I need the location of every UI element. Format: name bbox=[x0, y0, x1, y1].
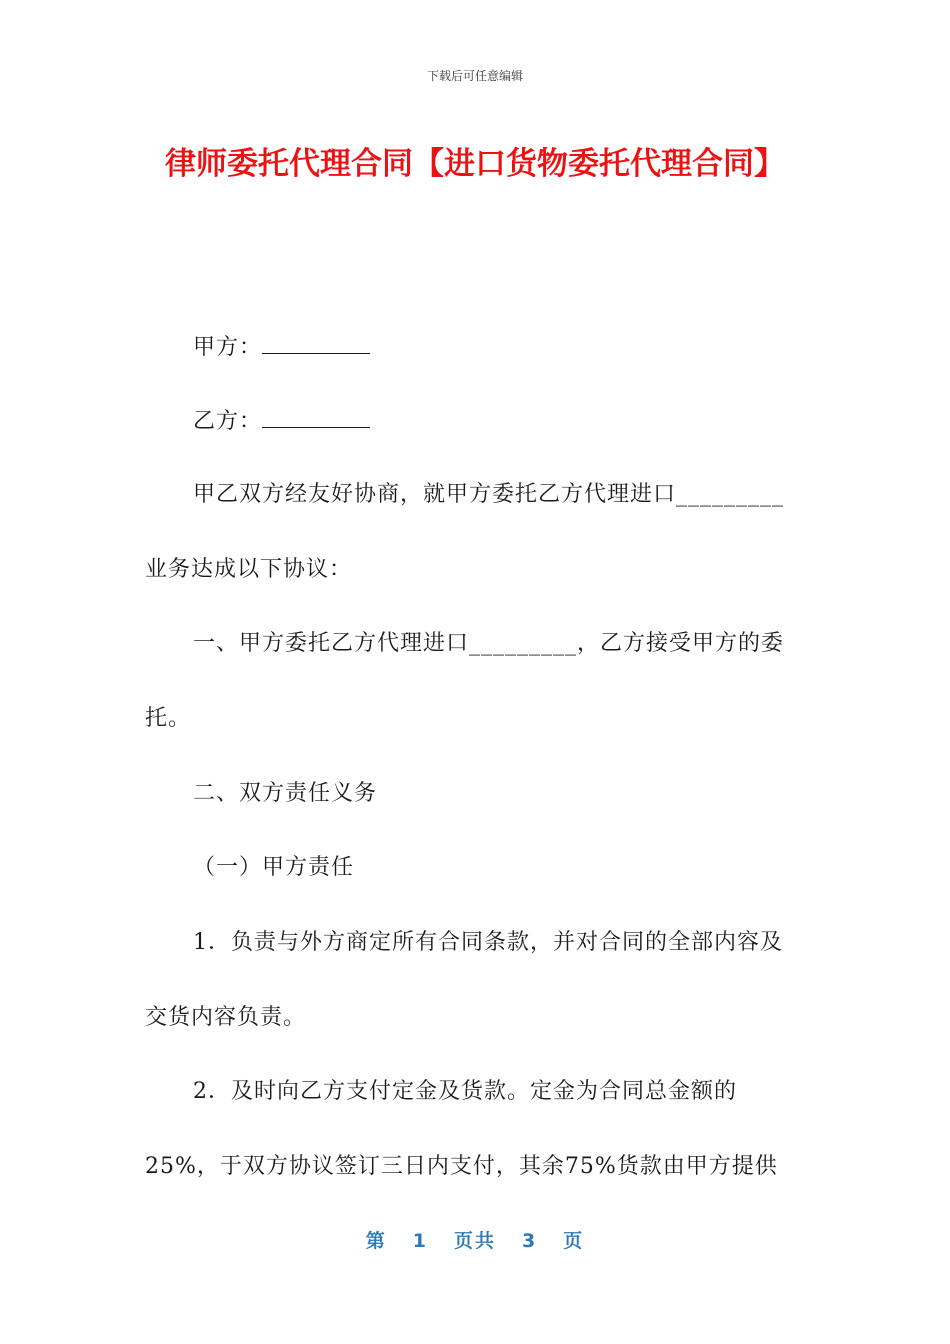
footer-current-page: 1 bbox=[412, 1230, 428, 1252]
party-b-blank[interactable] bbox=[262, 405, 370, 428]
clause1-line-2: 托。 bbox=[145, 706, 192, 731]
item2-line-2: 25%，于双方协议签订三日内支付，其余75%货款由甲方提供 bbox=[145, 1154, 778, 1179]
item1-line-1: 1．负责与外方商定所有合同条款，并对合同的全部内容及 bbox=[193, 930, 783, 955]
party-a-blank[interactable] bbox=[262, 331, 370, 354]
intro-blank[interactable]: _________ bbox=[676, 482, 785, 507]
item1-line-2: 交货内容负责。 bbox=[145, 1005, 307, 1030]
footer-word-di: 第 bbox=[365, 1230, 387, 1252]
document-title: 律师委托代理合同【进口货物委托代理合同】 bbox=[165, 146, 785, 182]
intro-line-1 bbox=[193, 480, 853, 510]
page-footer bbox=[0, 1226, 950, 1253]
footer-total-pages: 3 bbox=[522, 1230, 538, 1252]
clause1-line-1 bbox=[193, 629, 853, 659]
footer-word-ye-gong: 页共 bbox=[453, 1230, 496, 1252]
party-a-label: 甲方： bbox=[193, 335, 263, 360]
party-b-label: 乙方： bbox=[193, 409, 263, 434]
intro-text-1: 甲乙双方经友好协商，就甲方委托乙方代理进口 bbox=[193, 482, 677, 507]
clause2-heading: 二、双方责任义务 bbox=[193, 781, 378, 806]
sub1-heading: （一）甲方责任 bbox=[193, 855, 355, 880]
footer-word-ye: 页 bbox=[563, 1230, 585, 1252]
intro-line-2: 业务达成以下协议： bbox=[145, 557, 353, 582]
clause1-blank[interactable]: _________ bbox=[469, 631, 578, 656]
party-a-line bbox=[193, 331, 853, 363]
party-b-line bbox=[193, 405, 853, 437]
clause1-text-b: ，乙方接受甲方的委 bbox=[577, 631, 785, 656]
clause1-text-a: 一、甲方委托乙方代理进口 bbox=[193, 631, 470, 656]
header-note: 下载后可任意编辑 bbox=[426, 69, 523, 83]
item2-line-1: 2．及时向乙方支付定金及货款。定金为合同总金额的 bbox=[193, 1079, 737, 1104]
